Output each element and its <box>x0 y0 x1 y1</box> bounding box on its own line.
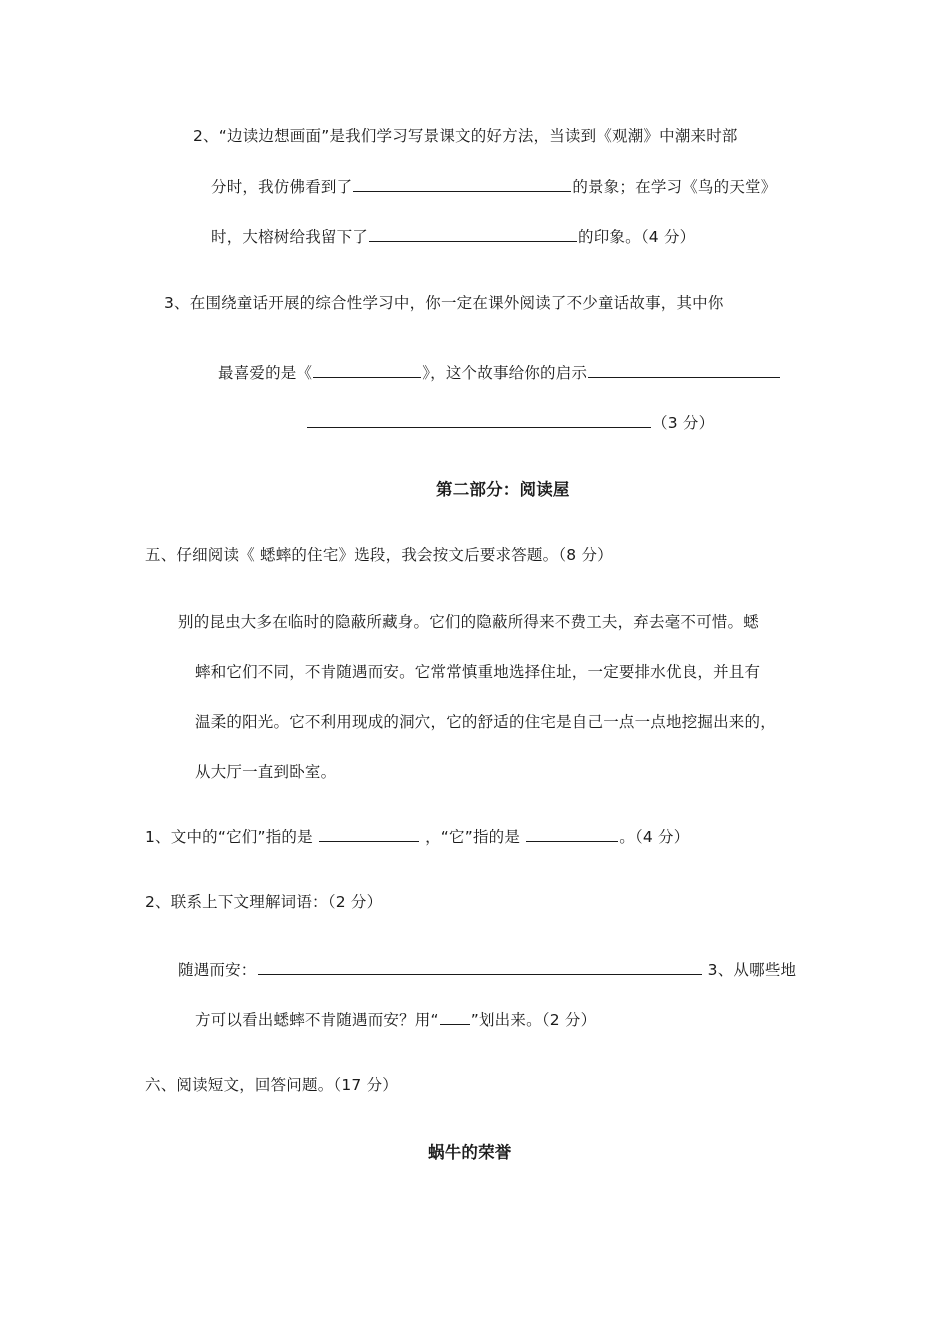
passage-line: 蟀和它们不同，不肯随遇而安。它常常慎重地选择住址，一定要排水优良，并且有 <box>195 663 761 681</box>
q2-line1: 2、“边读边想画面”是我们学习写景课文的好方法，当读到《观潮》中潮来时部 <box>193 127 738 145</box>
q2-line3: 时，大榕树给我留下了 的印象。（4 分） <box>211 225 695 248</box>
answer-blank[interactable] <box>313 361 421 378</box>
part2-title: 第二部分：阅读屋 <box>436 480 570 499</box>
answer-blank[interactable] <box>526 825 618 842</box>
section5-q1: 1、文中的“它们”指的是 ，“它”指的是 。（4 分） <box>145 825 689 848</box>
section5-q2: 2、联系上下文理解词语：（2 分） <box>145 893 383 911</box>
story-title: 蜗牛的荣誉 <box>428 1143 512 1162</box>
answer-blank[interactable] <box>588 361 780 378</box>
section5-intro: 五、仔细阅读《 蟋蟀的住宅》选段，我会按文后要求答题。（8 分） <box>145 546 613 564</box>
section5-q2-answer: 随遇而安： 3、从哪些地 <box>178 958 796 981</box>
answer-blank[interactable] <box>307 411 651 428</box>
section6-intro: 六、阅读短文，回答问题。（17 分） <box>145 1076 399 1094</box>
answer-blank[interactable] <box>353 175 571 192</box>
section5-q3-line2: 方可以看出蟋蟀不肯随遇而安？用“ ”划出来。（2 分） <box>195 1008 596 1031</box>
q3-line1: 3、在围绕童话开展的综合性学习中，你一定在课外阅读了不少童话故事，其中你 <box>164 294 724 312</box>
answer-blank[interactable] <box>258 958 702 975</box>
passage-line: 温柔的阳光。它不利用现成的洞穴，它的舒适的住宅是自己一点一点地挖掘出来的， <box>195 713 776 731</box>
q2-line2: 分时，我仿佛看到了 的景象；在学习《鸟的天堂》 <box>211 175 776 198</box>
answer-blank[interactable] <box>319 825 419 842</box>
passage-line: 从大厅一直到卧室。 <box>195 763 337 781</box>
passage-line: 别的昆虫大多在临时的隐蔽所藏身。它们的隐蔽所得来不费工夫，弃去毫不可惜。蟋 <box>178 613 759 631</box>
answer-blank[interactable] <box>369 225 577 242</box>
q3-line3: （3 分） <box>306 411 714 434</box>
q3-line2: 最喜爱的是《 》，这个故事给你的启示 <box>218 361 781 384</box>
underline-sample <box>440 1008 470 1025</box>
